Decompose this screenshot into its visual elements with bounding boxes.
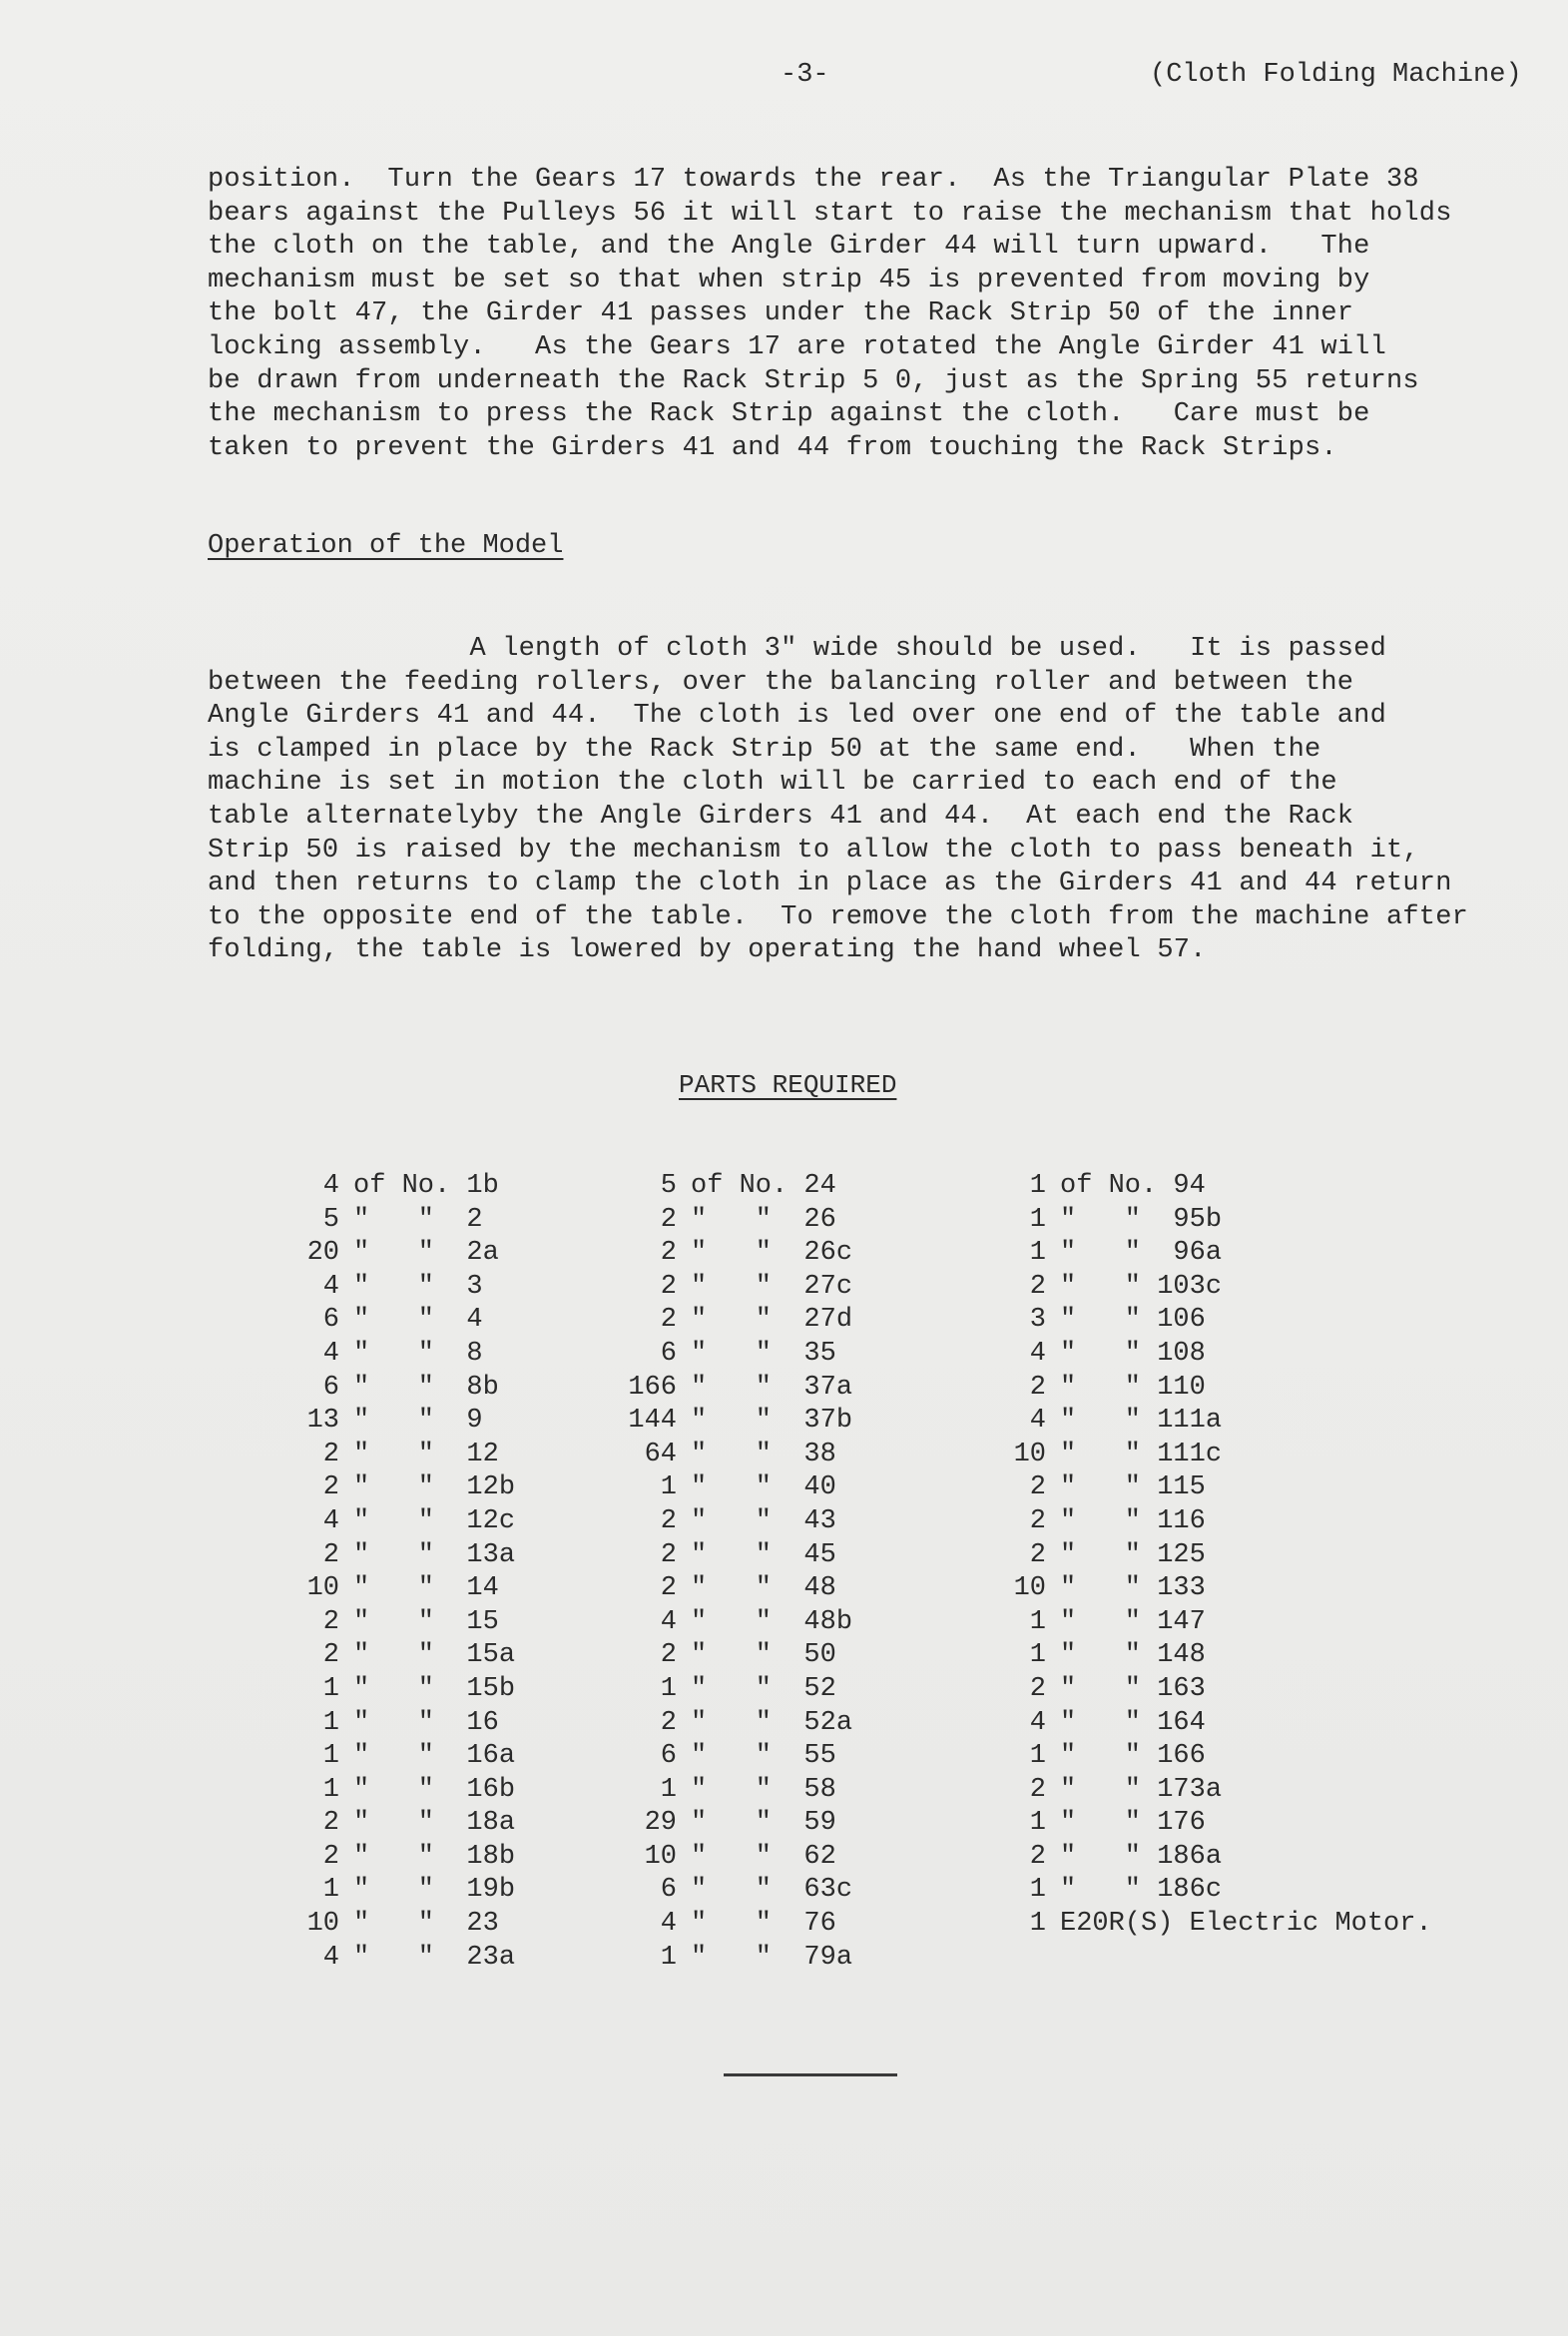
part-quantity: 1: [660, 1942, 677, 1973]
part-number: " " 58: [691, 1774, 836, 1805]
part-number: " " 2a: [353, 1238, 499, 1269]
part-quantity: 10: [306, 1909, 339, 1940]
part-quantity: 2: [660, 1707, 677, 1738]
part-number: " " 14: [353, 1573, 499, 1604]
end-rule-divider: [724, 2073, 897, 2076]
part-quantity: 10: [1013, 1439, 1046, 1469]
parts-row: [607, 1304, 852, 1338]
parts-row: [607, 1237, 852, 1271]
part-number: " " 62: [691, 1841, 836, 1872]
parts-row: [607, 1639, 852, 1673]
part-number: " " 27c: [691, 1271, 853, 1302]
part-quantity: 20: [306, 1238, 339, 1269]
part-quantity: 1: [660, 1472, 677, 1503]
part-number: " " 16: [353, 1707, 499, 1738]
parts-row: [269, 1874, 515, 1908]
part-number: " " 50: [691, 1640, 836, 1671]
parts-row: [269, 1942, 515, 1976]
parts-row: [607, 1204, 852, 1238]
part-number: " " 63c: [691, 1875, 853, 1906]
part-quantity: 64: [644, 1439, 677, 1469]
part-quantity: 2: [1029, 1472, 1046, 1503]
parts-row: [269, 1673, 515, 1707]
part-number: " " 48b: [691, 1606, 853, 1637]
parts-row: [976, 1439, 1432, 1472]
part-number: " " 59: [691, 1808, 836, 1839]
part-quantity: 1: [660, 1774, 677, 1805]
part-number: " " 173a: [1060, 1774, 1223, 1805]
parts-row: [976, 1807, 1432, 1841]
part-quantity: 2: [660, 1573, 677, 1604]
part-quantity: 2: [322, 1539, 339, 1570]
part-number: " " 176: [1060, 1808, 1206, 1839]
part-number: " " 38: [691, 1439, 836, 1469]
part-number: " " 40: [691, 1472, 836, 1503]
parts-row: [607, 1707, 852, 1741]
part-quantity: 2: [322, 1841, 339, 1872]
part-number: " " 111c: [1060, 1439, 1223, 1469]
part-number: " " 37b: [691, 1406, 853, 1437]
part-number: " " 27d: [691, 1305, 853, 1336]
part-quantity: 5: [660, 1171, 677, 1201]
parts-row: [607, 1606, 852, 1640]
part-number: " " 96a: [1060, 1238, 1223, 1269]
part-quantity: 1: [660, 1673, 677, 1704]
part-quantity: 6: [660, 1741, 677, 1772]
part-quantity: 2: [660, 1305, 677, 1336]
part-quantity: 2: [322, 1439, 339, 1469]
part-quantity: 4: [660, 1909, 677, 1940]
part-number: " " 52a: [691, 1707, 853, 1738]
parts-row: [607, 1572, 852, 1606]
parts-row: [269, 1639, 515, 1673]
part-number: " " 18b: [353, 1841, 516, 1872]
part-quantity: 2: [660, 1640, 677, 1671]
parts-row: [976, 1170, 1432, 1204]
part-number: " " 147: [1060, 1606, 1206, 1637]
part-quantity: 1: [1029, 1204, 1046, 1235]
part-quantity: 6: [322, 1372, 339, 1403]
part-quantity: 4: [1029, 1406, 1046, 1437]
part-number: " " 19b: [353, 1875, 516, 1906]
part-number: " " 37a: [691, 1372, 853, 1403]
parts-row: [607, 1405, 852, 1439]
part-quantity: 10: [644, 1841, 677, 1872]
part-number: " " 12c: [353, 1505, 516, 1536]
part-number: " " 12: [353, 1439, 499, 1469]
parts-row: [269, 1338, 515, 1372]
part-number: " " 76: [691, 1909, 836, 1940]
part-number: " " 15a: [353, 1640, 516, 1671]
part-quantity: 1: [322, 1741, 339, 1772]
part-number: " " 133: [1060, 1573, 1206, 1604]
part-number: " " 52: [691, 1673, 836, 1704]
part-quantity: 2: [1029, 1774, 1046, 1805]
parts-row: [976, 1707, 1432, 1741]
parts-row: [269, 1572, 515, 1606]
parts-row: [269, 1841, 515, 1875]
parts-row: [976, 1271, 1432, 1305]
part-quantity: 2: [1029, 1372, 1046, 1403]
part-number: " " 12b: [353, 1472, 516, 1503]
parts-row: [607, 1774, 852, 1808]
part-number: of No. 1b: [353, 1171, 499, 1201]
parts-row: [976, 1908, 1432, 1942]
parts-row: [269, 1908, 515, 1942]
part-quantity: 5: [322, 1204, 339, 1235]
parts-row: [269, 1707, 515, 1741]
parts-row: [607, 1740, 852, 1774]
part-quantity: 2: [322, 1808, 339, 1839]
part-quantity: 1: [1029, 1640, 1046, 1671]
page-number: -3-: [781, 60, 829, 90]
part-number: " " 148: [1060, 1640, 1206, 1671]
part-number: " " 4: [353, 1305, 483, 1336]
parts-row: [269, 1606, 515, 1640]
part-number: " " 15b: [353, 1673, 516, 1704]
part-number: " " 116: [1060, 1505, 1206, 1536]
parts-row: [607, 1841, 852, 1875]
part-number: " " 16b: [353, 1774, 516, 1805]
parts-row: [269, 1372, 515, 1406]
parts-row: [976, 1874, 1432, 1908]
parts-row: [269, 1439, 515, 1472]
parts-row: [269, 1539, 515, 1573]
part-quantity: 2: [660, 1539, 677, 1570]
part-quantity: 1: [1029, 1606, 1046, 1637]
part-quantity: 2: [1029, 1271, 1046, 1302]
part-quantity: 4: [322, 1338, 339, 1369]
part-number: " " 55: [691, 1741, 836, 1772]
part-quantity: 13: [306, 1406, 339, 1437]
parts-row: [607, 1908, 852, 1942]
parts-row: [269, 1271, 515, 1305]
part-number: " " 186a: [1060, 1841, 1223, 1872]
part-number: " " 26c: [691, 1238, 853, 1269]
parts-row: [269, 1740, 515, 1774]
parts-column-3: [976, 1170, 1432, 1942]
part-quantity: 6: [660, 1875, 677, 1906]
part-number: " " 110: [1060, 1372, 1206, 1403]
part-quantity: 1: [1029, 1875, 1046, 1906]
parts-row: [976, 1304, 1432, 1338]
part-quantity: 1: [322, 1673, 339, 1704]
part-quantity: 6: [322, 1305, 339, 1336]
part-quantity: 1: [1029, 1909, 1046, 1940]
part-number: " " 23a: [353, 1942, 516, 1973]
parts-row: [269, 1405, 515, 1439]
parts-row: [976, 1405, 1432, 1439]
part-number: " " 79a: [691, 1942, 853, 1973]
parts-row: [976, 1204, 1432, 1238]
parts-row: [269, 1304, 515, 1338]
part-quantity: 2: [1029, 1841, 1046, 1872]
part-number: " " 15: [353, 1606, 499, 1637]
part-quantity: 4: [1029, 1338, 1046, 1369]
part-number: " " 186c: [1060, 1875, 1223, 1906]
parts-row: [607, 1471, 852, 1505]
parts-row: [269, 1170, 515, 1204]
part-quantity: 4: [322, 1942, 339, 1973]
part-quantity: 1: [1029, 1171, 1046, 1201]
parts-row: [976, 1841, 1432, 1875]
parts-row: [269, 1505, 515, 1539]
part-number: " " 95b: [1060, 1204, 1223, 1235]
part-quantity: 1: [1029, 1808, 1046, 1839]
part-quantity: 6: [660, 1338, 677, 1369]
part-quantity: 2: [660, 1238, 677, 1269]
parts-row: [976, 1774, 1432, 1808]
parts-row: [269, 1774, 515, 1808]
part-quantity: 10: [1013, 1573, 1046, 1604]
part-quantity: 1: [322, 1774, 339, 1805]
part-quantity: 1: [322, 1707, 339, 1738]
part-quantity: 2: [1029, 1673, 1046, 1704]
part-quantity: 2: [1029, 1539, 1046, 1570]
part-number: " " 3: [353, 1271, 483, 1302]
part-quantity: 2: [660, 1505, 677, 1536]
part-number: " " 2: [353, 1204, 483, 1235]
parts-row: [976, 1237, 1432, 1271]
part-number: " " 9: [353, 1406, 483, 1437]
part-quantity: 166: [628, 1372, 677, 1403]
part-quantity: 4: [322, 1171, 339, 1201]
parts-row: [607, 1874, 852, 1908]
section-heading-operation: Operation of the Model: [208, 531, 564, 561]
part-number: " " 43: [691, 1505, 836, 1536]
parts-row: [607, 1942, 852, 1976]
part-quantity: 1: [1029, 1741, 1046, 1772]
part-quantity: 4: [1029, 1707, 1046, 1738]
part-quantity: 10: [306, 1573, 339, 1604]
part-quantity: 4: [322, 1505, 339, 1536]
parts-row: [607, 1271, 852, 1305]
parts-row: [976, 1372, 1432, 1406]
parts-column-2: [607, 1170, 852, 1975]
part-number: " " 164: [1060, 1707, 1206, 1738]
parts-row: [607, 1170, 852, 1204]
part-number: " " 48: [691, 1573, 836, 1604]
part-quantity: 1: [322, 1875, 339, 1906]
paragraph-assembly: position. Turn the Gears 17 towards the rear. As the Triangular Plate 38 bears against the Pulleys 56 it will start to raise the mechanism that holds the cloth on the table, and the Angle Girder 44 will turn upward. The mechanism must be set so that when strip 45 is prevented from moving by the bolt 47, the Girder 41 passes under the Rack Strip 50 of the inner locking assembly. As the Gears 17 are rotated the Angle Girder 41 will be drawn from underneath the Rack Strip 5 0, just as the Spring 55 returns the mechanism to press the Rack Strip against the cloth. Care must be taken to prevent the Girders 41 and 44 from touching the Rack Strips.: [208, 165, 1452, 463]
parts-row: [607, 1372, 852, 1406]
part-number: " " 111a: [1060, 1406, 1223, 1437]
part-quantity: 3: [1029, 1305, 1046, 1336]
part-quantity: 29: [644, 1808, 677, 1839]
parts-row: [607, 1539, 852, 1573]
parts-required-heading: PARTS REQUIRED: [679, 1070, 897, 1100]
part-number: " " 35: [691, 1338, 836, 1369]
part-quantity: 144: [628, 1406, 677, 1437]
parts-row: [607, 1439, 852, 1472]
part-quantity: 4: [322, 1271, 339, 1302]
part-number: " " 108: [1060, 1338, 1206, 1369]
parts-row: [269, 1237, 515, 1271]
paragraph-operation: A length of cloth 3" wide should be used. It is passed between the feeding rollers, over the balancing roller and between the Angle Girders 41 and 44. The cloth is led over one end of the table and is clamped in place by the Rack Strip 50 at the same end. When the machine is set in motion the cloth will be carried to each end of the table alternatelyby the Angle Girders 41 and 44. At each end the Rack Strip 50 is raised by the mechanism to allow the cloth to pass beneath it, and then returns to clamp the cloth in place as the Girders 41 and 44 return to the opposite end of the table. To remove the cloth from the machine after folding, the table is lowered by operating the hand wheel 57.: [208, 634, 1469, 966]
part-number: " " 166: [1060, 1741, 1206, 1772]
part-number: " " 16a: [353, 1741, 516, 1772]
part-number: of No. 94: [1060, 1171, 1206, 1201]
parts-row: [607, 1505, 852, 1539]
part-number: " " 125: [1060, 1539, 1206, 1570]
parts-row: [607, 1807, 852, 1841]
parts-row: [976, 1471, 1432, 1505]
part-number: " " 23: [353, 1909, 499, 1940]
part-number: " " 8: [353, 1338, 483, 1369]
part-number: " " 115: [1060, 1472, 1206, 1503]
part-number: " " 8b: [353, 1372, 499, 1403]
parts-row: [976, 1338, 1432, 1372]
part-number: " " 18a: [353, 1808, 516, 1839]
part-number: " " 45: [691, 1539, 836, 1570]
part-number: " " 13a: [353, 1539, 516, 1570]
parts-row: [607, 1673, 852, 1707]
part-number: " " 106: [1060, 1305, 1206, 1336]
parts-row: [269, 1471, 515, 1505]
parts-row: [976, 1539, 1432, 1573]
parts-row: [976, 1606, 1432, 1640]
part-quantity: 2: [322, 1472, 339, 1503]
parts-column-1: [269, 1170, 515, 1975]
part-number: of No. 24: [691, 1171, 836, 1201]
part-quantity: 1: [1029, 1238, 1046, 1269]
part-number: E20R(S) Electric Motor.: [1060, 1909, 1432, 1940]
parts-row: [976, 1505, 1432, 1539]
parts-row: [269, 1807, 515, 1841]
parts-row: [976, 1572, 1432, 1606]
part-number: " " 26: [691, 1204, 836, 1235]
parts-row: [607, 1338, 852, 1372]
parts-row: [269, 1204, 515, 1238]
part-quantity: 2: [660, 1271, 677, 1302]
document-title: (Cloth Folding Machine): [1150, 60, 1522, 90]
part-quantity: 4: [660, 1606, 677, 1637]
part-quantity: 2: [1029, 1505, 1046, 1536]
part-quantity: 2: [322, 1640, 339, 1671]
parts-row: [976, 1639, 1432, 1673]
part-number: " " 163: [1060, 1673, 1206, 1704]
part-quantity: 2: [322, 1606, 339, 1637]
parts-row: [976, 1673, 1432, 1707]
part-number: " " 103c: [1060, 1271, 1223, 1302]
part-quantity: 2: [660, 1204, 677, 1235]
parts-row: [976, 1740, 1432, 1774]
